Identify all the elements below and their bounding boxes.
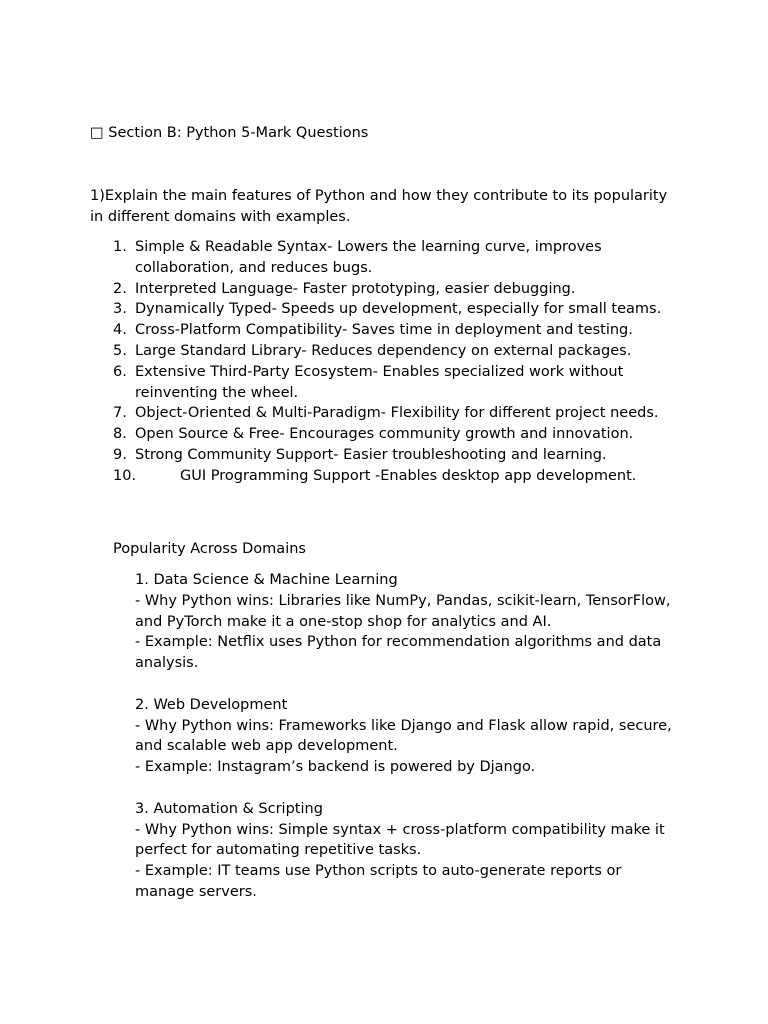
list-item — [113, 341, 673, 362]
list-item-number: 8. — [113, 426, 127, 443]
domain-heading: 1. Data Science & Machine Learning — [135, 572, 398, 588]
domain-why: - Why Python wins: Simple syntax + cross-platform compatibility make it perfect for automating repetitive tasks. — [135, 821, 665, 859]
domain-heading: 3. Automation & Scripting — [135, 800, 323, 817]
domain-why: - Why Python wins: Frameworks like Django and Flask allow rapid, secure, and scalable web app development. — [135, 717, 672, 755]
domains-heading: Popularity Across Domains — [113, 541, 306, 557]
domain-block — [135, 570, 675, 674]
domain-heading: 2. Web Development — [135, 696, 288, 713]
domain-example: - Example: Instagram’s backend is powered by Django. — [135, 759, 536, 776]
list-item-text: Cross-Platform Compatibility- Saves time in deployment and testing. — [135, 322, 633, 339]
list-item — [113, 362, 673, 404]
list-item — [113, 466, 673, 487]
list-item-text: Object-Oriented & Multi-Paradigm- Flexibility for different project needs. — [135, 405, 659, 422]
list-item-text: Open Source & Free- Encourages community growth and innovation. — [135, 426, 634, 443]
list-item-text: Strong Community Support- Easier troubleshooting and learning. — [135, 446, 607, 463]
list-item-number: 1. — [113, 239, 127, 255]
question-text: 1)Explain the main features of Python and how they contribute to its popularity in different domains with examples. — [90, 188, 668, 225]
domains-section — [135, 570, 675, 924]
list-item-number: 7. — [113, 405, 127, 422]
list-item-number: 6. — [113, 363, 127, 380]
list-item — [113, 279, 673, 300]
domain-block — [135, 695, 675, 778]
list-item — [113, 445, 673, 466]
features-list — [113, 237, 673, 487]
list-item — [113, 320, 673, 341]
list-item-text: Large Standard Library- Reduces dependency on external packages. — [135, 342, 632, 359]
list-item-text: GUI Programming Support -Enables desktop app development. — [180, 467, 637, 484]
list-item — [113, 299, 673, 320]
list-item-number: 9. — [113, 446, 127, 463]
list-item — [113, 403, 673, 424]
list-item-number: 10. — [113, 467, 137, 484]
list-item-text: Extensive Third-Party Ecosystem- Enables specialized work without reinventing the wheel. — [135, 363, 624, 401]
domain-block — [135, 799, 675, 903]
list-item — [113, 237, 673, 279]
domain-example: - Example: IT teams use Python scripts to auto-generate reports or manage servers. — [135, 863, 622, 900]
list-item-number: 3. — [113, 301, 127, 318]
list-item-text: Dynamically Typed- Speeds up development, especially for small teams. — [135, 301, 662, 318]
list-item-text: Interpreted Language- Faster prototyping, easier debugging. — [135, 280, 576, 297]
list-item — [113, 424, 673, 445]
list-item-number: 2. — [113, 280, 127, 297]
domain-example: - Example: Netflix uses Python for recommendation algorithms and data analysis. — [135, 634, 662, 672]
list-item-text: Simple & Readable Syntax- Lowers the learning curve, improves collaboration, and reduces bugs. — [135, 239, 602, 276]
list-item-number: 5. — [113, 342, 127, 359]
section-title: □ Section B: Python 5-Mark Questions — [90, 125, 369, 141]
domain-why: - Why Python wins: Libraries like NumPy, Pandas, scikit-learn, TensorFlow, and PyTorch make it a one-stop shop for analytics and AI. — [135, 592, 671, 630]
list-item-number: 4. — [113, 322, 127, 339]
